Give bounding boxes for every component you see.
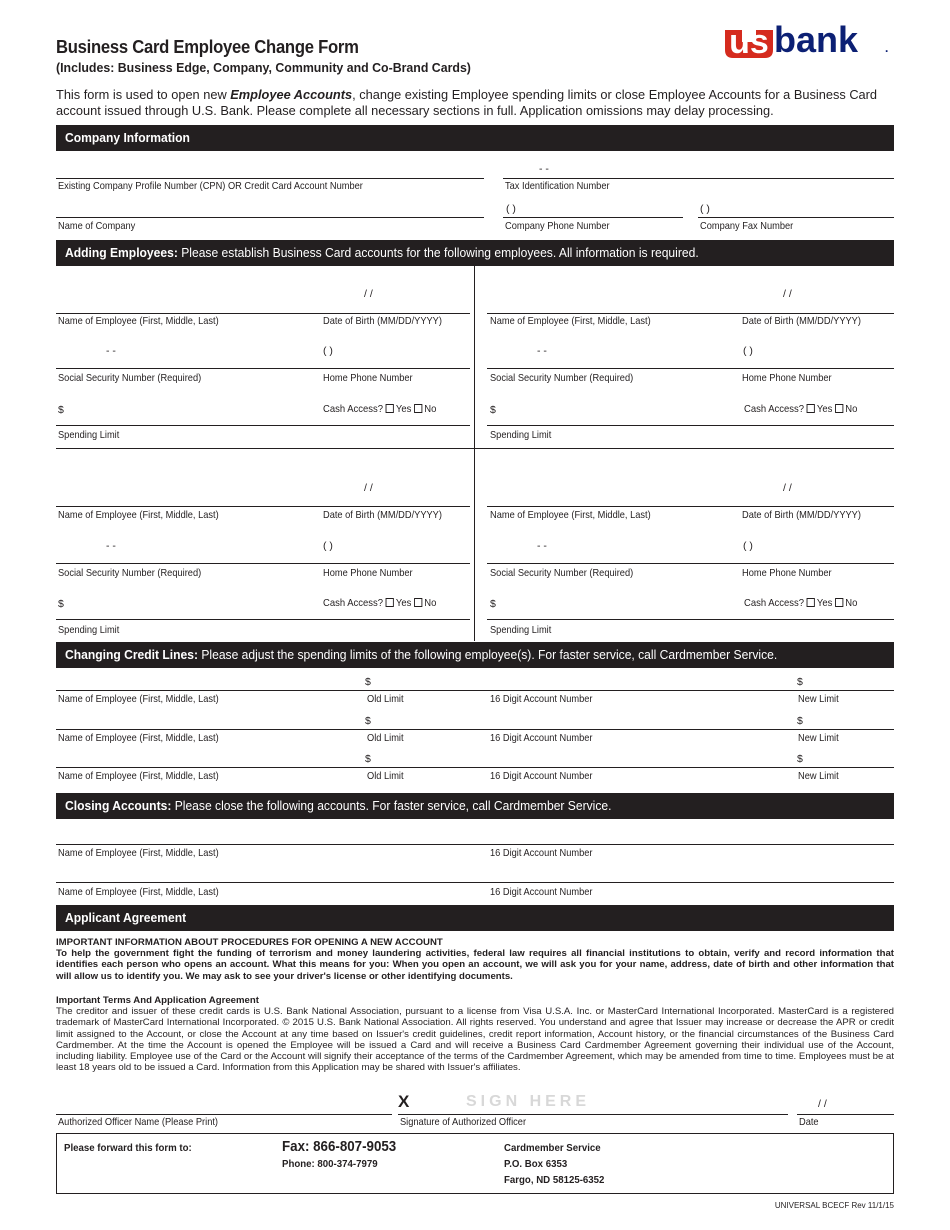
dob-label: Date of Birth (MM/DD/YYYY) <box>742 510 861 521</box>
dob-label: Date of Birth (MM/DD/YYYY) <box>742 316 861 327</box>
employee-name-field[interactable] <box>56 506 470 507</box>
dob-marks: / / <box>364 482 373 494</box>
tax-id-marks: - - <box>539 163 549 175</box>
spending-limit-field[interactable] <box>487 425 894 426</box>
tax-id-field[interactable] <box>503 178 894 179</box>
form-subtitle: (Includes: Business Edge, Company, Community and Co-Brand Cards) <box>56 60 471 75</box>
cpn-field[interactable] <box>56 178 484 179</box>
company-phone-label: Company Phone Number <box>505 221 610 232</box>
cash-yes-checkbox[interactable] <box>807 598 815 607</box>
cash-no-checkbox[interactable] <box>414 404 422 413</box>
cash-access: Cash Access? Yes No <box>744 598 858 609</box>
new-limit-label: New Limit <box>798 733 839 744</box>
employee-name-label: Name of Employee (First, Middle, Last) <box>58 887 219 898</box>
employee-name-field[interactable] <box>487 506 894 507</box>
terms-agreement: Important Terms And Application Agreement The creditor and issuer of these credit cards is U.S. Bank National Association, pursuant to a license from Visa U.S.A. Inc. or MasterCard International Incorporated. MasterCard is a registered trademark of MasterCard International Incorporated. © 2015 U.S. Bank National Association. All rights reserved. You understand and agree that Issuer may increase or decrease the APR or credit limit assigned to the Account, or close the Account at any time based on Issuer's credit guidelines, credit report information, Account history, or the financial circumstances of the Business Card Cardmember. At the time the Account is opened the Employee will be issued a Card and will receive a Business Card Cardmember Agreement governing their individual use of the Account, including liability. Employee use of the Card or the Account will signify their acceptance of the terms of the Cardmember Agreement, which may be amended from time to time. Employees must be at least 18 years old to be issued a Card. Information from this Application may be shared with Issuer's affiliates. <box>56 995 894 1074</box>
account-number-label: 16 Digit Account Number <box>490 694 593 705</box>
employee-name-label: Name of Employee (First, Middle, Last) <box>58 694 219 705</box>
old-limit-dollar: $ <box>365 676 371 688</box>
old-limit-dollar: $ <box>365 715 371 727</box>
company-fax-marks: ( ) <box>700 203 710 215</box>
dob-marks: / / <box>783 482 792 494</box>
revision-code: UNIVERSAL BCECF Rev 11/1/15 <box>774 1201 894 1210</box>
officer-name-label: Authorized Officer Name (Please Print) <box>58 1117 219 1128</box>
usbank-logo <box>722 22 897 64</box>
fax-number: Fax: 866-807-9053 <box>282 1139 397 1155</box>
cash-yes-checkbox[interactable] <box>386 598 394 607</box>
employee-name-label: Name of Employee (First, Middle, Last) <box>58 848 219 859</box>
forward-label: Please forward this form to: <box>64 1142 192 1154</box>
spending-limit-label: Spending Limit <box>58 625 120 636</box>
spending-limit-field[interactable] <box>56 619 470 620</box>
new-limit-dollar: $ <box>797 753 803 765</box>
new-limit-dollar: $ <box>797 715 803 727</box>
employee-name-label: Name of Employee (First, Middle, Last) <box>58 771 219 782</box>
tax-id-label: Tax Identification Number <box>505 181 610 192</box>
ssn-marks: - - <box>537 540 547 552</box>
date-marks: / / <box>818 1098 827 1110</box>
dollar-sign: $ <box>490 598 496 610</box>
dollar-sign: $ <box>490 404 496 416</box>
dob-marks: / / <box>364 288 373 300</box>
address-line-2: P.O. Box 6353 <box>504 1158 568 1170</box>
closing-account-row[interactable] <box>56 882 894 883</box>
company-name-field[interactable] <box>56 217 484 218</box>
home-phone-label: Home Phone Number <box>323 568 413 579</box>
new-limit-dollar: $ <box>797 676 803 688</box>
employee-name-label: Name of Employee (First, Middle, Last) <box>58 510 219 521</box>
dob-label: Date of Birth (MM/DD/YYYY) <box>323 510 442 521</box>
old-limit-label: Old Limit <box>367 694 404 705</box>
address-line-1: Cardmember Service <box>504 1142 601 1154</box>
dob-label: Date of Birth (MM/DD/YYYY) <box>323 316 442 327</box>
employee-row-divider <box>56 448 894 449</box>
credit-line-row[interactable] <box>56 690 894 691</box>
employee-name-label: Name of Employee (First, Middle, Last) <box>58 733 219 744</box>
company-fax-label: Company Fax Number <box>700 221 794 232</box>
home-phone-marks: ( ) <box>743 345 753 357</box>
old-limit-label: Old Limit <box>367 733 404 744</box>
dollar-sign: $ <box>58 404 64 416</box>
employee-name-label: Name of Employee (First, Middle, Last) <box>490 510 651 521</box>
home-phone-label: Home Phone Number <box>323 373 413 384</box>
cpn-label: Existing Company Profile Number (CPN) OR Credit Card Account Number <box>58 181 363 192</box>
signature-label: Signature of Authorized Officer <box>400 1117 527 1128</box>
employee-name-label: Name of Employee (First, Middle, Last) <box>490 316 651 327</box>
company-phone-marks: ( ) <box>506 203 516 215</box>
closing-accounts-header: Closing Accounts: Please close the following accounts. For faster service, call Cardmember Service. <box>56 793 894 819</box>
cash-no-checkbox[interactable] <box>835 404 843 413</box>
cash-no-checkbox[interactable] <box>414 598 422 607</box>
spending-limit-label: Spending Limit <box>490 625 552 636</box>
address-line-3: Fargo, ND 58125-6352 <box>504 1174 605 1186</box>
credit-line-row[interactable] <box>56 729 894 730</box>
account-number-label: 16 Digit Account Number <box>490 771 593 782</box>
account-number-label: 16 Digit Account Number <box>490 848 593 859</box>
account-number-label: 16 Digit Account Number <box>490 887 593 898</box>
home-phone-marks: ( ) <box>323 345 333 357</box>
ssn-label: Social Security Number (Required) <box>490 568 634 579</box>
form-title: Business Card Employee Change Form <box>56 36 359 57</box>
employee-name-field[interactable] <box>487 313 894 314</box>
ssn-field[interactable] <box>56 563 470 564</box>
account-number-label: 16 Digit Account Number <box>490 733 593 744</box>
date-label: Date <box>799 1117 819 1128</box>
home-phone-label: Home Phone Number <box>742 373 832 384</box>
phone-number: Phone: 800-374-7979 <box>282 1158 378 1170</box>
home-phone-marks: ( ) <box>323 540 333 552</box>
employee-name-label: Name of Employee (First, Middle, Last) <box>58 316 219 327</box>
new-limit-label: New Limit <box>798 694 839 705</box>
ssn-label: Social Security Number (Required) <box>58 568 202 579</box>
cash-yes-checkbox[interactable] <box>807 404 815 413</box>
logo-dot: . <box>885 41 889 55</box>
new-limit-label: New Limit <box>798 771 839 782</box>
spending-limit-field[interactable] <box>56 425 470 426</box>
changing-credit-header: Changing Credit Lines: Please adjust the spending limits of the following employee(s). For faster service, call Cardmember Service. <box>56 642 894 668</box>
old-limit-label: Old Limit <box>367 771 404 782</box>
ssn-field[interactable] <box>487 368 894 369</box>
ssn-marks: - - <box>106 540 116 552</box>
employee-name-field[interactable] <box>56 313 470 314</box>
logo-bank-text: bank <box>774 22 859 60</box>
company-info-header: Company Information <box>56 125 894 151</box>
dob-marks: / / <box>783 288 792 300</box>
ssn-marks: - - <box>106 345 116 357</box>
cash-access: Cash Access? Yes No <box>323 598 437 609</box>
credit-line-row[interactable] <box>56 767 894 768</box>
home-phone-label: Home Phone Number <box>742 568 832 579</box>
closing-account-row[interactable] <box>56 844 894 845</box>
dollar-sign: $ <box>58 598 64 610</box>
ssn-field[interactable] <box>56 368 470 369</box>
date-field[interactable] <box>797 1114 894 1115</box>
logo-us-text: us <box>729 23 769 61</box>
company-phone-field[interactable] <box>503 217 683 218</box>
cash-access: Cash Access? Yes No <box>744 404 858 415</box>
cash-no-checkbox[interactable] <box>835 598 843 607</box>
employee-column-divider <box>474 266 475 641</box>
spending-limit-label: Spending Limit <box>58 430 120 441</box>
ssn-marks: - - <box>537 345 547 357</box>
spending-limit-field[interactable] <box>487 619 894 620</box>
cash-access: Cash Access? Yes No <box>323 404 437 415</box>
cash-yes-checkbox[interactable] <box>386 404 394 413</box>
intro-text: This form is used to open new Employee Accounts, change existing Employee spending limits or close Employee Accounts for a Business Card account issued through U.S. Bank. Please complete all necessary sections in full. Application omissions may delay processing. <box>56 87 878 118</box>
officer-name-field[interactable] <box>56 1114 392 1115</box>
old-limit-dollar: $ <box>365 753 371 765</box>
ssn-field[interactable] <box>487 563 894 564</box>
company-fax-field[interactable] <box>698 217 894 218</box>
signature-field[interactable] <box>398 1114 788 1115</box>
adding-employees-header: Adding Employees: Please establish Business Card accounts for the following employees. All information is required. <box>56 240 894 266</box>
applicant-agreement-header: Applicant Agreement <box>56 905 894 931</box>
ssn-label: Social Security Number (Required) <box>58 373 202 384</box>
company-name-label: Name of Company <box>58 221 136 232</box>
important-info: IMPORTANT INFORMATION ABOUT PROCEDURES FOR OPENING A NEW ACCOUNT To help the government fight the funding of terrorism and money laundering activities, federal law requires all financial institutions to obtain, verify and record information that identifies each person who opens an account. What this means for you: When you open an account, we will ask you for your name, address, date of birth and other information that will allow us to identify you. We may ask to see your driver's license or other identifying documents. <box>56 937 894 982</box>
home-phone-marks: ( ) <box>743 540 753 552</box>
ssn-label: Social Security Number (Required) <box>490 373 634 384</box>
sign-here-watermark: SIGN HERE <box>466 1093 591 1110</box>
spending-limit-label: Spending Limit <box>490 430 552 441</box>
signature-x-mark: X <box>398 1092 410 1111</box>
